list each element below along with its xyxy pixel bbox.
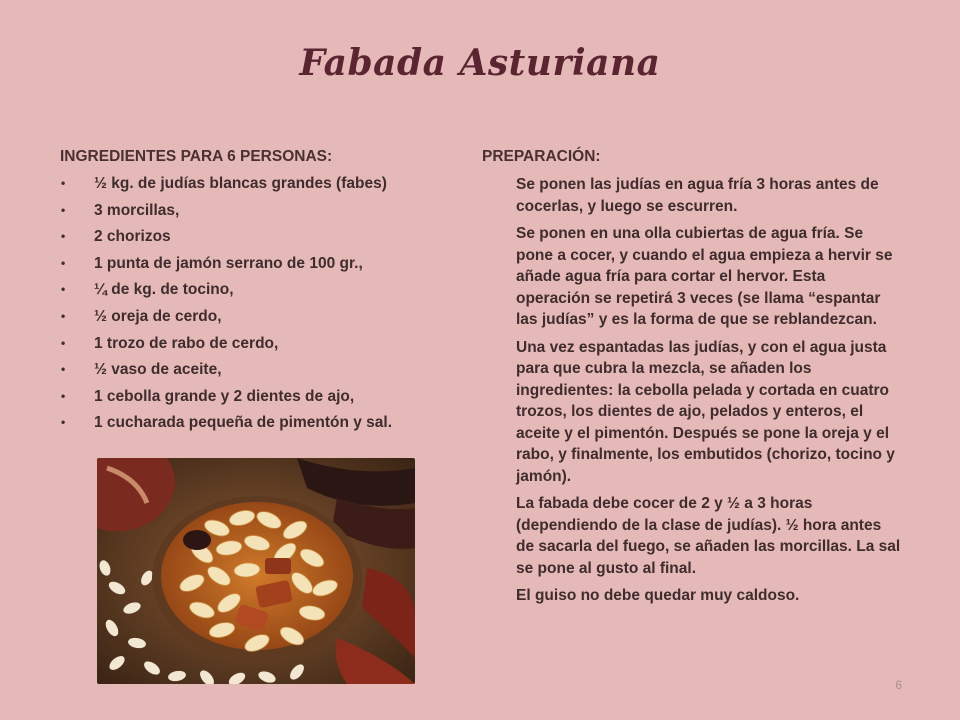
preparation-paragraph: El guiso no debe quedar muy caldoso.	[516, 587, 800, 604]
ingredients-column	[60, 148, 450, 440]
ingredient-item	[60, 280, 450, 299]
ingredient-item	[60, 334, 450, 353]
bullet-icon: •	[61, 415, 66, 430]
bullet-icon: •	[61, 282, 66, 297]
slide-title: Fabada Asturiana	[299, 42, 661, 84]
bullet-icon: •	[61, 176, 66, 190]
bullet-icon: •	[61, 335, 66, 350]
preparation-paragraph: Se ponen las judías en agua fría 3 horas antes de cocerlas, y luego se escurren.	[516, 176, 879, 215]
preparation-heading: PREPARACIÓN:	[482, 148, 601, 165]
ingredient-item	[60, 254, 450, 273]
preparation-paragraph: Una vez espantadas las judías, y con el agua justa para que cubra la mezcla, se añaden los ingredientes: la cebolla pelada y cortada en cuatro trozos, los dientes de ajo, pelados y enteros, el aceite y el pimentón. Después se pone la oreja y el rabo, y finalmente, los embutidos (chorizo, tocino y jamón).	[516, 338, 895, 485]
bullet-icon: •	[61, 255, 66, 270]
ingredient-item	[60, 227, 450, 246]
ingredient-text: 1 cucharada pequeña de pimentón y sal.	[94, 414, 393, 432]
ingredient-item	[60, 360, 450, 379]
page-number: 6	[895, 678, 902, 692]
ingredient-item	[60, 174, 450, 193]
ingredient-text: 1 cebolla grande y 2 dientes de ajo,	[94, 387, 355, 405]
preparation-paragraph: Se ponen en una olla cubiertas de agua fría. Se pone a cocer, y cuando el agua empieza a hervir se añade agua fría para cortar el hervor. Esta operación se repetirá 3 veces (se llama “espantar las judías” y es la forma de que se reblandezcan.	[516, 225, 893, 328]
bullet-icon: •	[61, 202, 66, 217]
ingredient-item	[60, 387, 450, 406]
ingredients-list	[60, 174, 450, 432]
preparation-paragraph: La fabada debe cocer de 2 y ½ a 3 horas (dependiendo de la clase de judías). ½ hora antes de sacarla del fuego, se añaden las morcillas. La sal se pone al gusto al final.	[516, 495, 901, 577]
ingredient-text: ¼ de kg. de tocino,	[94, 281, 234, 299]
ingredient-text: ½ oreja de cerdo,	[94, 307, 222, 325]
preparation-steps	[482, 174, 902, 607]
fabada-illustration	[97, 458, 415, 684]
ingredient-text: 3 morcillas,	[94, 201, 180, 219]
ingredient-text: 1 trozo de rabo de cerdo,	[94, 334, 279, 352]
ingredient-item	[60, 307, 450, 326]
ingredient-item	[60, 201, 450, 220]
bullet-icon: •	[61, 388, 66, 403]
ingredient-text: ½ kg. de judías blancas grandes (fabes)	[94, 175, 387, 192]
preparation-column	[482, 148, 902, 613]
bullet-icon: •	[61, 362, 66, 377]
ingredient-text: 1 punta de jamón serrano de 100 gr.,	[94, 254, 363, 272]
fabada-photo	[97, 458, 415, 684]
ingredient-text: 2 chorizos	[94, 228, 171, 246]
ingredient-item	[60, 413, 450, 432]
ingredient-text: ½ vaso de aceite,	[94, 361, 222, 379]
ingredients-heading: INGREDIENTES PARA 6 PERSONAS:	[60, 148, 333, 165]
bullet-icon: •	[61, 229, 66, 244]
bullet-icon: •	[61, 308, 66, 323]
